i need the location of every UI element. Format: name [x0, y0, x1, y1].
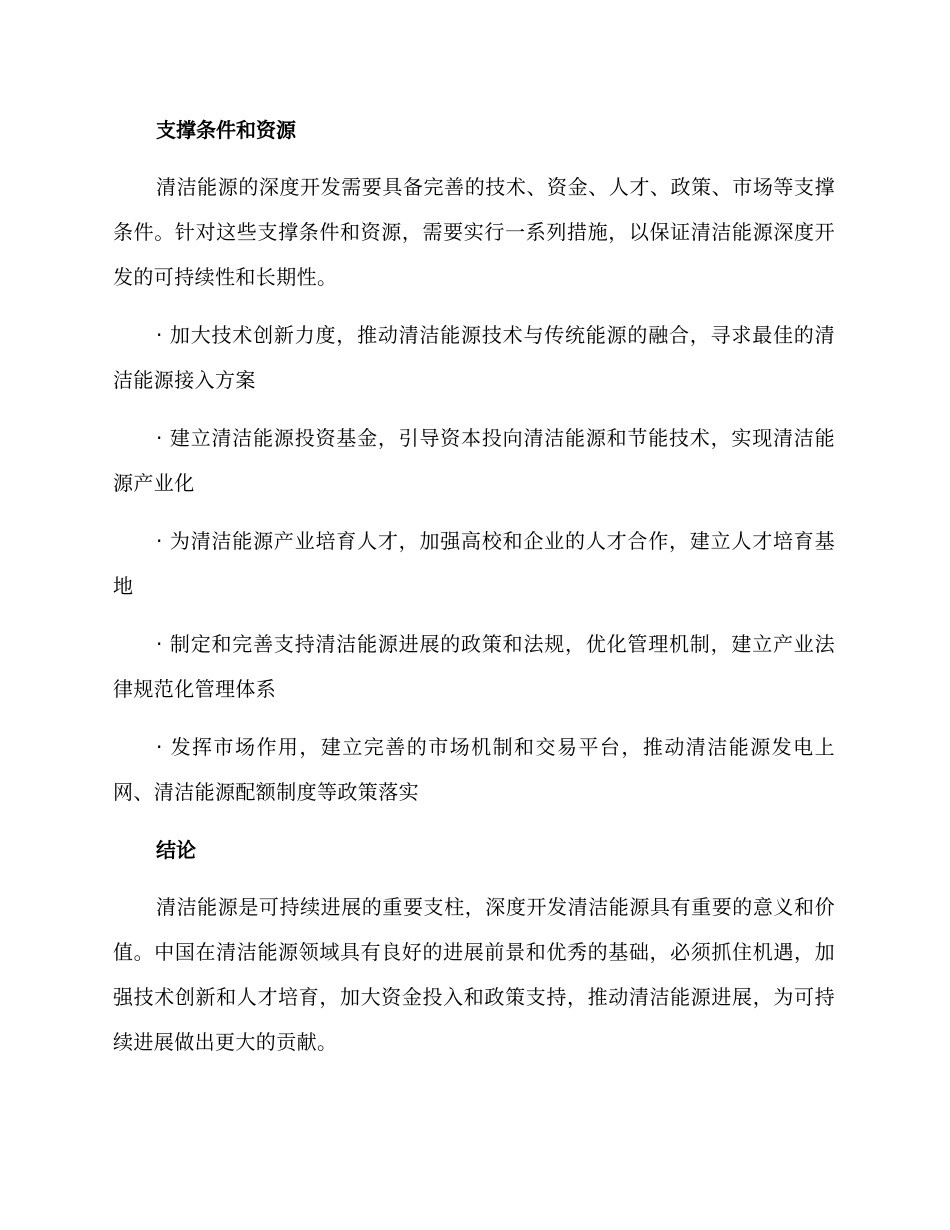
bullet-marker: · — [156, 735, 163, 759]
paragraph-conclusion: 清洁能源是可持续进展的重要支柱，深度开发清洁能源具有重要的意义和价值。中国在清洁能源领域具有良好的进展前景和优秀的基础，必须抓住机遇，加强技术创新和人才培育，加大资金投入和政策支持，推动清洁能源进展，为可持续进展做出更大的贡献。 — [113, 895, 835, 1054]
document-content — [113, 108, 835, 1078]
bullet-text: 加大技术创新力度，推动清洁能源技术与传统能源的融合，寻求最佳的清洁能源接入方案 — [113, 323, 835, 392]
bullet-text: 发挥市场作用，建立完善的市场机制和交易平台，推动清洁能源发电上网、清洁能源配额制度等政策落实 — [113, 735, 835, 804]
paragraph-support-intro: 清洁能源的深度开发需要具备完善的技术、资金、人才、政策、市场等支撑条件。针对这些支撑条件和资源，需要实行一系列措施，以保证清洁能源深度开发的可持续性和长期性。 — [113, 175, 835, 289]
bullet-item-1 — [113, 313, 835, 403]
bullet-marker: · — [156, 426, 163, 450]
bullet-marker: · — [156, 529, 163, 553]
bullet-item-2 — [113, 416, 835, 506]
bullet-marker: · — [156, 632, 163, 656]
bullet-item-5 — [113, 725, 835, 815]
bullet-item-3 — [113, 519, 835, 609]
bullet-marker: · — [156, 323, 163, 347]
bullet-item-4 — [113, 622, 835, 712]
section-heading-support: 支撑条件和资源 — [156, 118, 296, 142]
section-heading-conclusion: 结论 — [156, 838, 196, 862]
bullet-text: 建立清洁能源投资基金，引导资本投向清洁能源和节能技术，实现清洁能源产业化 — [113, 426, 835, 495]
bullet-text: 制定和完善支持清洁能源进展的政策和法规，优化管理机制，建立产业法律规范化管理体系 — [113, 632, 835, 701]
bullet-text: 为清洁能源产业培育人才，加强高校和企业的人才合作，建立人才培育基地 — [113, 529, 835, 598]
